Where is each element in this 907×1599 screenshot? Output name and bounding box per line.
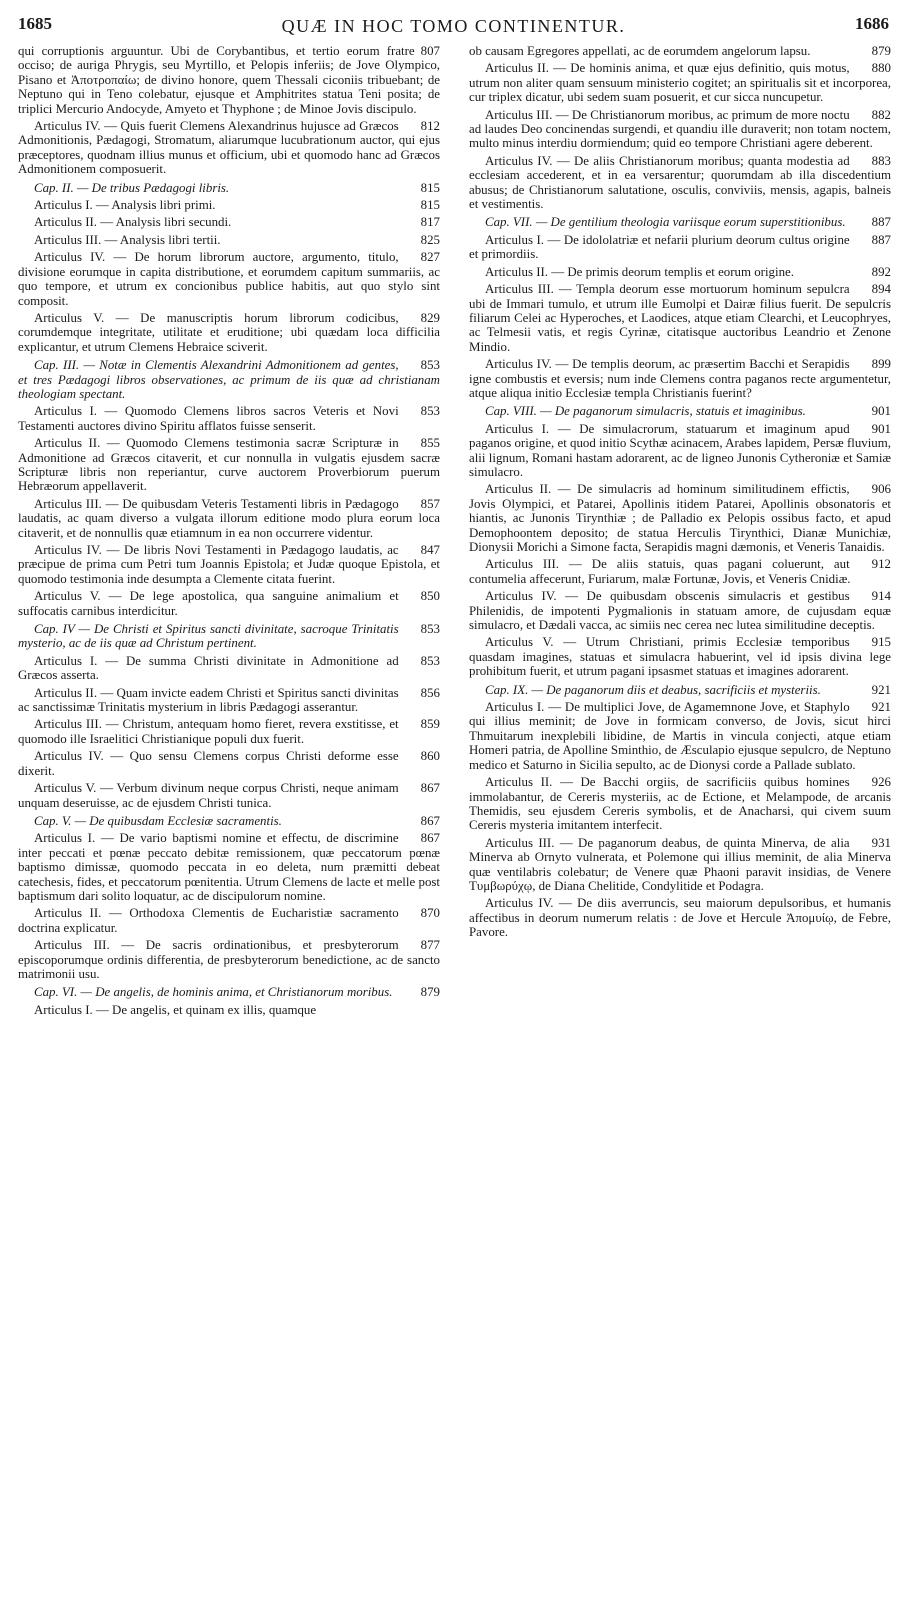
toc-entry [469,482,891,554]
page-ref: 867 [420,831,440,846]
page-ref: 812 [420,119,440,134]
page-ref: 847 [420,543,440,557]
entry-text: Articulus IV. — Quis fuerit Clemens Alexandrinus hujusce ad Græcos Admonitionis, Pædagogi, Stromatum, aliarumque lucubrationum auctor, qui ejus præceptores, quodnam illius munus et officium, ubi et quomodo hanc ad Græcos Admonitionem composuerit. [18,119,440,177]
toc-entry [18,497,440,540]
entry-text: Articulus V. — Utrum Christiani, primis Ecclesiæ temporibus quasdam imagines, statuas et simulacra habuerint, vel id ipsis divina lege prohibitum fuerit, et utrum pagani ipsasmet statuas et imagines adorarent. [469,635,891,679]
entry-text: Articulus V. — Verbum divinum neque corpus Christi, neque animam unquam deseruisse, ac de ejusdem Christi tunica. [18,781,399,810]
toc-entry [469,233,891,262]
page-ref: 853 [420,653,440,668]
toc-entry [469,422,891,480]
entry-text: Articulus IV. — De quibusdam obscenis simulacris et gestibus Philenidis, de impotenti Pygmalionis in statuam amore, de cujusdam equæ simulacro, et Dædali vacca, ac simiis nec cerea nec lutea similitudine deceptis. [469,589,891,633]
entry-text: Articulus I. — De vario baptismi nomine et effectu, de discrimine inter peccati et pœnæ peccato debitæ remissionem, quæ peccatorum pœnæ baptismo dimissæ, quomodo peccata in eo deleta, num præmitti debeat catechesis, fides, et peccatorum pœnitentia. Utrum Clemens de lacte et melle post baptismum dari solito loquatur, ac de discipulorum nomine. [18,831,440,903]
entry-text: Articulus III. — Templa deorum esse mortuorum hominum sepulcra ubi de Immari tumulo, et utrum ille Eumolpi et Dairæ filius fuerit. De sepulcris filiarum Celei ac Hyperoches, et Laodices, atque etiam Clearchi, et Leucophryes, ac Telmesii vatis, et regis Cyrinæ, citatisque auctoribus Leandrio et Zenone Mindio. [469,282,891,354]
entry-text: Cap. V. — De quibusdam Ecclesiæ sacramentis. [34,813,282,828]
toc-entry [18,938,440,981]
page-header [14,10,893,40]
toc-entry [469,896,891,939]
entry-text: Articulus II. — Quomodo Clemens testimonia sacræ Scripturæ in Admonitione ad Græcos citaverit, et cur nonnulla in vulgatis ejusdem sacræ Scripturæ libris non reperiantur, curve auctorem Proverbiorum puerum Hebræorum appellaverit. [18,436,440,494]
toc-entry [18,831,440,903]
toc-entry [18,686,440,715]
toc-entry [18,749,440,778]
page-ref: 926 [871,775,891,790]
toc-entry [469,635,891,678]
page-ref: 906 [871,482,891,497]
entry-text: Articulus III. — De quibusdam Veteris Testamenti libris in Pædagogo laudatis, ac quam diverso a vulgata illorum editione modo plura eorum loca citaverit, et de nonnullis quæ etiamnum in ea non occurrere videntur. [18,496,440,540]
entry-text: Cap. VI. — De angelis, de hominis anima, et Christianorum moribus. [34,985,393,1000]
page-ref: 867 [420,813,440,828]
page-ref: 912 [871,557,891,572]
entry-text: Articulus I. — De idololatriæ et nefarii plurium deorum cultus origine et primordiis. [469,232,850,262]
toc-entry [469,265,891,279]
page-ref: 879 [420,985,440,1000]
entry-text: Cap. VII. — De gentilium theologia variisque eorum superstitionibus. [485,215,846,230]
page-ref: 882 [871,107,891,122]
page-ref: 921 [871,682,891,697]
toc-entry [18,233,440,247]
entry-text: Cap. III. — Notæ in Clementis Alexandrini Admonitionem ad gentes, et tres Pædagogi libros observationes, ac primum de iis quæ ad christianam theologiam spectant. [18,358,440,401]
page-ref: 894 [871,282,891,297]
toc-entry [18,589,440,618]
chapter-entry [469,683,891,697]
page-ref: 827 [420,250,440,265]
entry-text: Articulus IV. — De templis deorum, ac præsertim Bacchi et Serapidis igne combustis et eversis; num inde Clemens contra paganos recte argumentetur, atque aliqua initio Ecclesiæ templa Christianis fuerint? [469,357,891,400]
entry-text: Articulus IV. — Quo sensu Clemens corpus Christi deforme esse dixerit. [18,749,399,778]
page-ref: 883 [871,153,891,168]
page-ref: 853 [420,358,440,373]
page-ref: 855 [420,436,440,451]
right-column [469,44,891,1020]
entry-text: Articulus II. — Analysis libri secundi. [34,215,232,230]
page-ref: 892 [871,264,891,279]
entry-text: Articulus III. — Christum, antequam homo fieret, revera exstitisse, et quomodo ille Israelitici Christianique populi dux fuerit. [18,717,399,746]
toc-entry [469,61,891,104]
entry-text: Articulus II. — De simulacris ad hominum similitudinem effictis, Jovis Olympici, et Patarei, Apollinis itidem Patarei, Apollinis obsonatoris et hiantis, ac Junonis Tirynthiæ ; de Palladio ex Pelopis ossibus facto, et apud Demophoontem deposito; de statua Herculis Tirynthici, Dianæ Munichiæ, Dionysii Morichi a Simone facta, Serapidis magni dæmonis, et Veneris Tanaidis. [469,482,891,554]
page-ref: 880 [871,61,891,76]
page-ref: 850 [420,589,440,604]
page-ref: 857 [420,496,440,511]
entry-text: ob causam Egregores appellati, ac de eorumdem angelorum lapsu. [469,44,811,58]
toc-entry [469,589,891,632]
entry-text: Articulus I. — De simulacrorum, statuarum et imaginum apud paganos origine, et quod initio Scythæ acinacem, Arabes lapidem, Persæ fluvium, alii lignum, Romani hastam adorarent, ac de ligneo Junonis Cytheroniæ et Samiæ simulacro. [469,421,891,479]
toc-entry [469,154,891,212]
chapter-entry [18,622,440,651]
toc-entry [18,198,440,212]
toc-entry [18,1003,440,1017]
entry-text: Articulus III. — De Christianorum moribus, ac primum de more noctu ad laudes Deo concinendas surgendi, et quandiu ille duraverit; non totam noctem, multo minus interdiu dormiendum; quid eo tempore Christiani agere deberent. [469,107,891,151]
page-ref: 829 [420,310,440,325]
chapter-entry [469,215,891,229]
toc-entry [18,781,440,810]
page-ref: 914 [871,589,891,604]
toc-entry [18,215,440,229]
entry-text: Articulus I. — De summa Christi divinitate in Admonitione ad Græcos asserta. [18,653,399,683]
entry-text: Articulus IV. — De diis averruncis, seu maiorum depulsoribus, et humanis affectibus in deorum numerum relatis : de Jove et Hercule Ἀπομυίῳ, de Febre, Pavore. [469,896,891,940]
page-number-right: 1686 [855,14,889,33]
toc-entry [18,654,440,683]
toc-entry [18,119,440,177]
page-ref: 867 [420,781,440,796]
entry-text: Cap. II. — De tribus Pædagogi libris. [34,180,230,195]
entry-text: Cap. IX. — De paganorum diis et deabus, sacrificiis et mysteriis. [485,682,821,697]
left-column [18,44,440,1020]
page-ref: 879 [871,44,891,58]
entry-text: Articulus II. — Orthodoxa Clementis de Eucharistiæ sacramento doctrina explicatur. [18,906,399,935]
toc-entry [469,282,891,354]
page-ref: 853 [420,404,440,419]
chapter-entry [469,404,891,418]
running-title: QUÆ IN HOC TOMO CONTINENTUR. [281,16,626,36]
chapter-entry [18,181,440,195]
chapter-entry [18,814,440,828]
toc-entry [469,357,891,400]
toc-entry [469,836,891,894]
entry-text: Articulus IV. — De aliis Christianorum moribus; quanta modestia ad ecclesiam accederent, et in ea versarentur; quorumdam ab illa discedentium abusus; de Christianorum salutatione, osculis, conviviis, mensis, agapis, balneis et vestimentis. [469,153,891,212]
toc-entry [18,44,440,116]
toc-entry [18,250,440,308]
chapter-entry [18,985,440,999]
toc-entry [469,44,891,58]
entry-text: Articulus III. — De aliis statuis, quas pagani coluerunt, aut contumelia affecerunt, Furiarum, malæ Fortunæ, Jovis, et Veneris Cnidiæ. [469,557,851,586]
toc-entry [18,717,440,746]
page-ref: 817 [420,215,440,230]
entry-text: Articulus V. — De lege apostolica, qua sanguine animalium et suffocatis carnibus interdicitur. [18,589,399,618]
entry-text: Articulus IV. — De horum librorum auctore, argumento, titulo, divisione eorumque in capita distributione, et eorumdem capitum summariis, ac quo tempore, et utrum ex concionibus publice habitis, aut quo stylo sint composit. [18,250,440,308]
toc-entry [18,404,440,433]
page-ref: 899 [871,357,891,372]
page-ref: 901 [871,421,891,436]
page-ref: 807 [420,44,440,58]
page-ref: 877 [420,938,440,953]
toc-entry [18,906,440,935]
toc-entry [18,311,440,354]
entry-text: Cap. IV — De Christi et Spiritus sancti divinitate, sacroque Trinitatis mysterio, ac de iis quæ ad Christum pertinent. [18,622,399,651]
entry-text: Articulus I. — Quomodo Clemens libros sacros Veteris et Novi Testamenti auctores divino Spiritu afflatos fuisse senserit. [18,404,399,433]
entry-text: Articulus I. — De angelis, et quinam ex illis, quamque [34,1002,317,1017]
toc-entry [469,108,891,151]
page-ref: 853 [420,622,440,637]
page-ref: 870 [420,906,440,921]
entry-text: qui corruptionis arguuntur. Ubi de Corybantibus, et tertio eorum fratre occiso; de auriga Phrygis, seu Myrtillo, et Pelopis inferiis; de Jove Olympico, Pisano et Ἀποτροπαίω; de divino honore, quem Thessali ciconiis tribuebant; de Neptuno qui in Teno colebatur, ejusque et Amphitrites statua Teni posita; de triplici Mercurio Andocyde, Amyeto et Thyphone ; de Minoe Jovis discipulo. [18,44,440,116]
entry-text: Articulus I. — Analysis libri primi. [34,198,216,213]
entry-text: Articulus II. — De hominis anima, et quæ ejus definitio, quis motus, utrum non aliter quam sensuum ministerio cogitet; an spiritualis sit et incorporea, cur triplex dicatur, ubi sedem suam posuerit, et cur sicca nuncupetur. [469,61,891,105]
page-ref: 901 [871,404,891,419]
page-ref: 825 [420,232,440,247]
toc-entry [469,700,891,772]
page-ref: 859 [420,717,440,732]
entry-text: Articulus III. — De sacris ordinationibus, et presbyterorum episcoporumque ordinis differentia, de presbyterorum benedictione, ac de sancto matrimonii usu. [18,938,440,981]
page-ref: 856 [420,685,440,700]
page-ref: 931 [871,835,891,850]
page-ref: 921 [871,700,891,715]
entry-text: Articulus IV. — De libris Novi Testamenti in Pædagogo laudatis, ac præcipue de prima cum Petri tum Joannis Epistola; et Judæ quoque Epistola, et quomodo testimonia inde desumpta a Clemente citata fuerint. [18,543,440,586]
page-ref: 887 [871,232,891,247]
page-ref: 915 [871,635,891,650]
toc-entry [469,775,891,833]
chapter-entry [18,358,440,401]
entry-text: Articulus V. — De manuscriptis horum librorum codicibus, corumdemque integritate, utilitate et eruditione; ubi quædam loca difficilia explicantur, et utrum Clemens Hebraice sciverit. [18,310,440,354]
entry-text: Articulus I. — De multiplici Jove, de Agamemnone Jove, et Staphylo qui illius meminit; de Jove in formicam converso, de Jovis, sicut hirci Thmuitarum inexplebili libidine, de Martis in vincula conjecti, atque etiam Homeri patria, de Apolline Sminthio, de Æsculapio ejusque sepulcro, de Neptuno medico et Saturno in Sicilia sepulto, ac de Dionysi corde a Pallade sublato. [469,700,891,772]
toc-entry [469,557,891,586]
page-ref: 887 [871,215,891,230]
toc-entry [18,436,440,494]
page-ref: 860 [420,749,440,764]
entry-text: Articulus III. — Analysis libri tertii. [34,232,221,247]
entry-text: Articulus II. — De primis deorum templis et eorum origine. [485,264,794,279]
entry-text: Cap. VIII. — De paganorum simulacris, statuis et imaginibus. [485,404,806,419]
page-ref: 815 [420,198,440,213]
page-ref: 815 [420,180,440,195]
toc-entry [18,543,440,586]
entry-text: Articulus II. — De Bacchi orgiis, de sacrificiis quibus homines immolabantur, de Cereris mysteriis, ac de Ectione, et Melampode, de arcanis Themidis, seu ejusdem Cereris symbolis, et de Anacharsi, qui civem suum Cereris mysteria imitantem interfecit. [469,775,891,833]
entry-text: Articulus III. — De paganorum deabus, de quinta Minerva, de alia Minerva ab Ornyto vulnerata, et Polemone qui illius meminit, de alia Minerva quæ ventilabris colebatur; de Venere quæ Phaoni paravit insidias, de Venere Τυμβωρύχῳ, de Diana Chelitide, Condylitide et Podagra. [469,835,891,893]
page-number-left: 1685 [18,14,52,33]
entry-text: Articulus II. — Quam invicte eadem Christi et Spiritus sancti divinitas ac sanctissimæ Trinitatis mysterium in libris Pædagogi asserantur. [18,685,399,715]
